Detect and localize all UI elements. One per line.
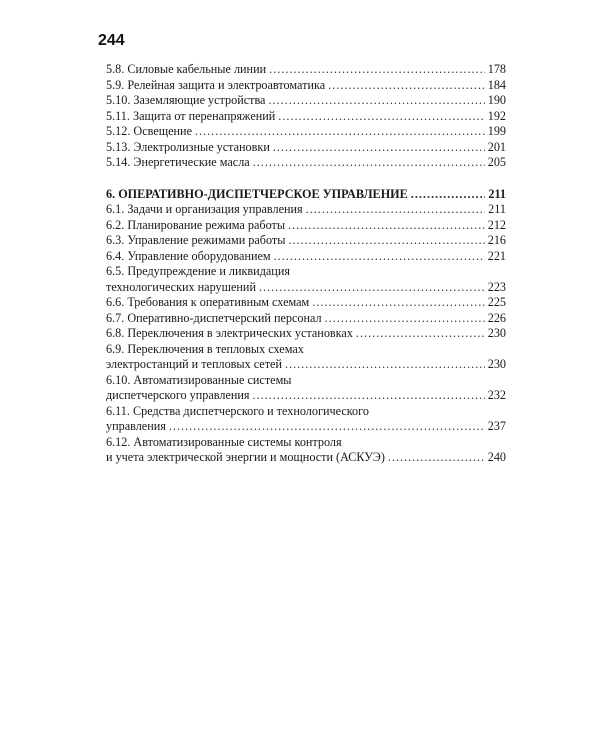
toc-entry: [106, 78, 506, 94]
toc-entry-title: 5.9. Релейная защита и электроавтоматика: [106, 77, 326, 92]
section-heading-title: 6. ОПЕРАТИВНО-ДИСПЕТЧЕРСКОЕ УПРАВЛЕНИЕ: [106, 186, 408, 201]
toc-entry: [106, 357, 506, 373]
dot-leader: [195, 124, 485, 140]
dot-leader: [288, 233, 484, 249]
dot-leader: [288, 218, 485, 234]
toc-entry-page: 223: [487, 279, 506, 294]
toc-entry-page: 192: [487, 108, 506, 123]
toc-entry-page: 190: [487, 93, 506, 107]
toc-entry-page: 237: [487, 419, 506, 433]
toc-entry-page: 205: [487, 155, 506, 169]
page-number: 244: [98, 32, 125, 49]
toc-entry: [106, 249, 506, 265]
toc-entry: [106, 280, 506, 296]
toc-entry-title: 6.8. Переключения в электрических установках: [106, 326, 353, 340]
toc-entry-title: 5.14. Энергетические масла: [106, 155, 250, 169]
dot-leader: [253, 155, 485, 171]
dot-leader: [328, 78, 485, 94]
toc-entry-first-line: 6.5. Предупреждение и ликвидация: [106, 264, 290, 278]
toc-entry-page: 184: [487, 77, 506, 92]
toc-entry-title: 6.3. Управление режимами работы: [106, 233, 286, 247]
toc-entry-page: 216: [487, 233, 506, 247]
toc-entry-title: 6.2. Планирование режима работы: [106, 217, 286, 232]
toc-entry: [106, 218, 506, 234]
toc-entry-title: 5.11. Защита от перенапряжений: [106, 108, 276, 123]
toc-entry-title: технологических нарушений: [106, 279, 256, 294]
dot-leader: [253, 388, 485, 404]
section-heading-page: 211: [488, 186, 506, 201]
toc-entry: [106, 450, 506, 466]
toc-entry: [106, 311, 506, 327]
dot-leader: [285, 357, 485, 373]
toc-entry: [106, 326, 506, 342]
toc-entry: [106, 295, 506, 311]
toc-entry: [106, 62, 506, 78]
toc-entry: [106, 109, 506, 125]
toc-entry: [106, 93, 506, 109]
dot-leader: [356, 326, 485, 342]
toc-entry-title: и учета электрической энергии и мощности (АСКУЭ): [106, 450, 385, 464]
toc-entry-title: 5.10. Заземляющие устройства: [106, 93, 266, 107]
toc-entry-page: 178: [487, 62, 506, 76]
toc-entry: [106, 124, 506, 140]
toc-entry-title: 6.7. Оперативно-диспетчерский персонал: [106, 310, 322, 325]
dot-leader: [388, 450, 485, 466]
toc-entry-first-line: 6.10. Автоматизированные системы: [106, 372, 292, 387]
toc-entry-title: 5.8. Силовые кабельные линии: [106, 62, 267, 76]
toc-entry: [106, 202, 506, 218]
toc-entry-title: диспетчерского управления: [106, 388, 250, 402]
toc-entry-page: 221: [487, 248, 506, 263]
toc-entry-title: 6.1. Задачи и организация управления: [106, 202, 303, 216]
dot-leader: [278, 109, 484, 125]
toc-entry-title: электростанций и тепловых сетей: [106, 357, 282, 371]
toc-entry: [106, 388, 506, 404]
dot-leader: [312, 295, 484, 311]
dot-leader: [273, 140, 485, 156]
toc-entry: [106, 419, 506, 435]
toc-entry-first-line: 6.11. Средства диспетчерского и технологического: [106, 403, 369, 418]
toc-entry: [106, 155, 506, 171]
toc-entry: [106, 233, 506, 249]
dot-leader: [411, 187, 486, 203]
toc-entry-title: управления: [106, 419, 166, 433]
toc-entry-page: 226: [487, 310, 506, 325]
dot-leader: [169, 419, 485, 435]
toc-section-heading: [106, 187, 506, 203]
dot-leader: [269, 62, 485, 78]
toc-entry-title: 5.13. Электролизные установки: [106, 139, 270, 154]
dot-leader: [306, 202, 486, 218]
toc-entry-page: 225: [487, 295, 506, 309]
toc-entry-title: 6.4. Управление оборудованием: [106, 248, 271, 263]
toc-entry-page: 230: [487, 357, 506, 371]
toc-entry-page: 232: [487, 388, 506, 402]
dot-leader: [274, 249, 485, 265]
dot-leader: [325, 311, 485, 327]
section-gap: [106, 171, 506, 187]
toc-entry-first-line: 6.9. Переключения в тепловых схемах: [106, 341, 304, 356]
toc-entry-page: 240: [487, 450, 506, 464]
toc-entry-page: 211: [488, 202, 506, 216]
toc-entry: [106, 140, 506, 156]
toc-entry-page: 230: [487, 326, 506, 340]
toc-entry-title: 5.12. Освещение: [106, 124, 192, 138]
toc-entry-page: 201: [487, 139, 506, 154]
toc-entry-title: 6.6. Требования к оперативным схемам: [106, 295, 310, 309]
toc-entry-page: 212: [487, 217, 506, 232]
dot-leader: [268, 93, 484, 109]
dot-leader: [259, 280, 485, 296]
toc-entry-page: 199: [487, 124, 506, 138]
toc-entry-first-line: 6.12. Автоматизированные системы контроля: [106, 434, 342, 449]
table-of-contents: [106, 62, 506, 466]
